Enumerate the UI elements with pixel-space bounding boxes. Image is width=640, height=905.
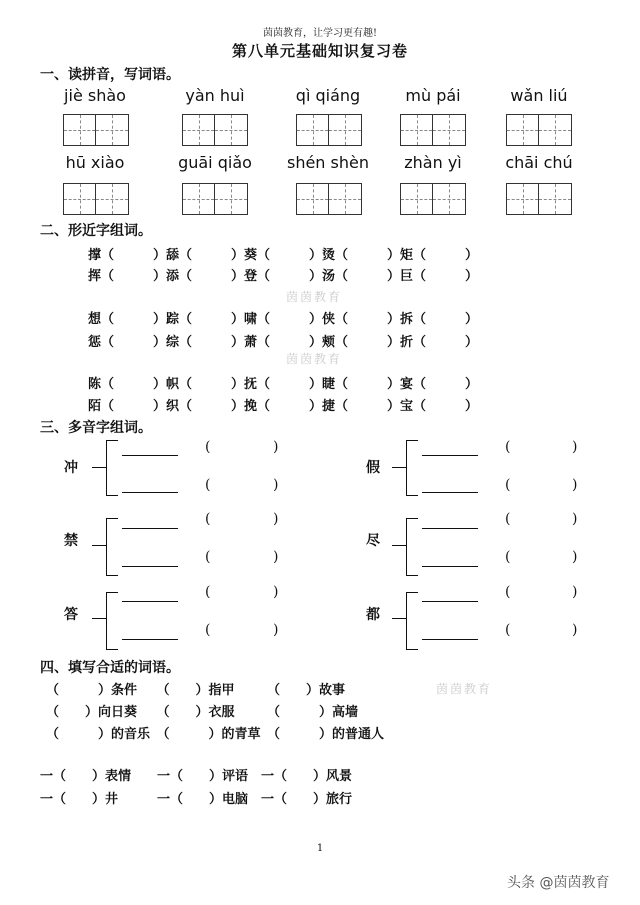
watermark: 茵茵教育 [436,682,493,696]
paren: ) [572,584,578,600]
paren: ) [273,439,279,455]
answer-line[interactable] [122,639,178,640]
paren: ( [205,439,211,455]
writing-grid[interactable] [63,114,129,146]
brace [106,575,118,576]
paren: ) [273,622,279,638]
section-3-title: 三、多音字组词。 [40,420,152,436]
brace [392,467,406,468]
paren: ) [572,439,578,455]
answer-line[interactable] [122,492,178,493]
paren: ( [205,511,211,527]
paren: ) [273,477,279,493]
paren: ) [572,477,578,493]
brace [106,649,118,650]
brace [406,518,418,519]
brace [392,618,406,619]
page-number: 1 [316,843,324,854]
answer-line[interactable] [422,492,478,493]
paren: ( [505,549,511,565]
pinyin-label: wǎn liú [510,86,568,105]
brace [406,440,418,441]
fill-row: （ ）的音乐 （ ）的青草 （ ）的普通人 [46,727,385,742]
word-row: 撑（ ）舔（ ）葵（ ）烫（ ）矩（ ） [88,248,479,263]
paren: ) [273,511,279,527]
paren: ( [505,584,511,600]
writing-grid[interactable] [296,114,362,146]
answer-line[interactable] [422,528,478,529]
brace [106,440,107,496]
answer-line[interactable] [422,601,478,602]
brace [92,467,106,468]
paren: ) [572,511,578,527]
word-row: 挥（ ）添（ ）登（ ）汤（ ）巨（ ） [88,269,479,284]
brace [106,518,118,519]
word-row: 陈（ ）帜（ ）抚（ ）睫（ ）宴（ ） [88,377,479,392]
pinyin-label: jiè shào [64,86,126,105]
brace [406,592,407,650]
polyphone-char: 假 [366,460,380,476]
polyphone-char: 冲 [64,460,78,476]
fill-row: 一（ ）井 一（ ）电脑 一（ ）旅行 [40,792,353,807]
pinyin-label: hū xiào [65,153,125,172]
polyphone-char: 都 [366,607,380,623]
writing-grid[interactable] [63,183,129,215]
brace [406,440,407,496]
brace [406,649,418,650]
watermark: 茵茵教育 [286,352,343,366]
paren: ) [572,549,578,565]
writing-grid[interactable] [400,114,466,146]
writing-grid[interactable] [506,114,572,146]
paren: ) [572,622,578,638]
polyphone-char: 禁 [64,533,78,549]
brace [392,545,406,546]
brace [406,575,418,576]
answer-line[interactable] [122,528,178,529]
brace [106,495,118,496]
answer-line[interactable] [422,639,478,640]
writing-grid[interactable] [400,183,466,215]
paren: ( [505,511,511,527]
section-2-title: 二、形近字组词。 [40,223,152,239]
word-row: 想（ ）踪（ ）啸（ ）侠（ ）拆（ ） [88,312,479,327]
pinyin-label: shén shèn [286,153,369,172]
brace [92,545,106,546]
writing-grid[interactable] [506,183,572,215]
fill-row: （ ）条件 （ ）指甲 （ ）故事 [46,683,346,698]
answer-line[interactable] [122,566,178,567]
brace [106,592,107,650]
fill-row: （ ）向日葵 （ ）衣服 （ ）高墙 [46,705,359,720]
section-4-title: 四、填写合适的词语。 [40,660,180,676]
word-row: 惩（ ）综（ ）萧（ ）颊（ ）折（ ） [88,335,479,350]
pinyin-label: chāi chú [505,153,573,172]
answer-line[interactable] [122,455,178,456]
paren: ) [273,549,279,565]
paren: ) [273,584,279,600]
paren: ( [205,477,211,493]
writing-grid[interactable] [182,114,248,146]
pinyin-label: mù pái [405,86,461,105]
brace [106,440,118,441]
paren: ( [505,439,511,455]
polyphone-char: 答 [64,607,78,623]
brace [106,592,118,593]
page-title: 第八单元基础知识复习卷 [231,42,408,60]
answer-line[interactable] [122,601,178,602]
paren: ( [205,549,211,565]
brace [106,518,107,576]
section-1-title: 一、读拼音，写词语。 [40,67,180,83]
fill-row: 一（ ）表情 一（ ）评语 一（ ）风景 [40,769,353,784]
pinyin-label: zhàn yì [404,153,462,172]
paren: ( [505,477,511,493]
header-note: 茵茵教育，让学习更有趣! [262,28,378,39]
source-tag: 头条 @茵茵教育 [507,875,610,891]
watermark: 茵茵教育 [286,290,343,304]
brace [406,495,418,496]
brace [406,518,407,576]
pinyin-label: qì qiáng [295,86,361,105]
word-row: 陌（ ）织（ ）挽（ ）捷（ ）宝（ ） [88,399,479,414]
brace [92,618,106,619]
brace [406,592,418,593]
answer-line[interactable] [422,455,478,456]
paren: ( [205,584,211,600]
polyphone-char: 尽 [366,533,380,549]
answer-line[interactable] [422,566,478,567]
writing-grid[interactable] [296,183,362,215]
pinyin-label: guāi qiǎo [178,153,252,172]
pinyin-label: yàn huì [185,86,245,105]
paren: ( [505,622,511,638]
writing-grid[interactable] [182,183,248,215]
paren: ( [205,622,211,638]
